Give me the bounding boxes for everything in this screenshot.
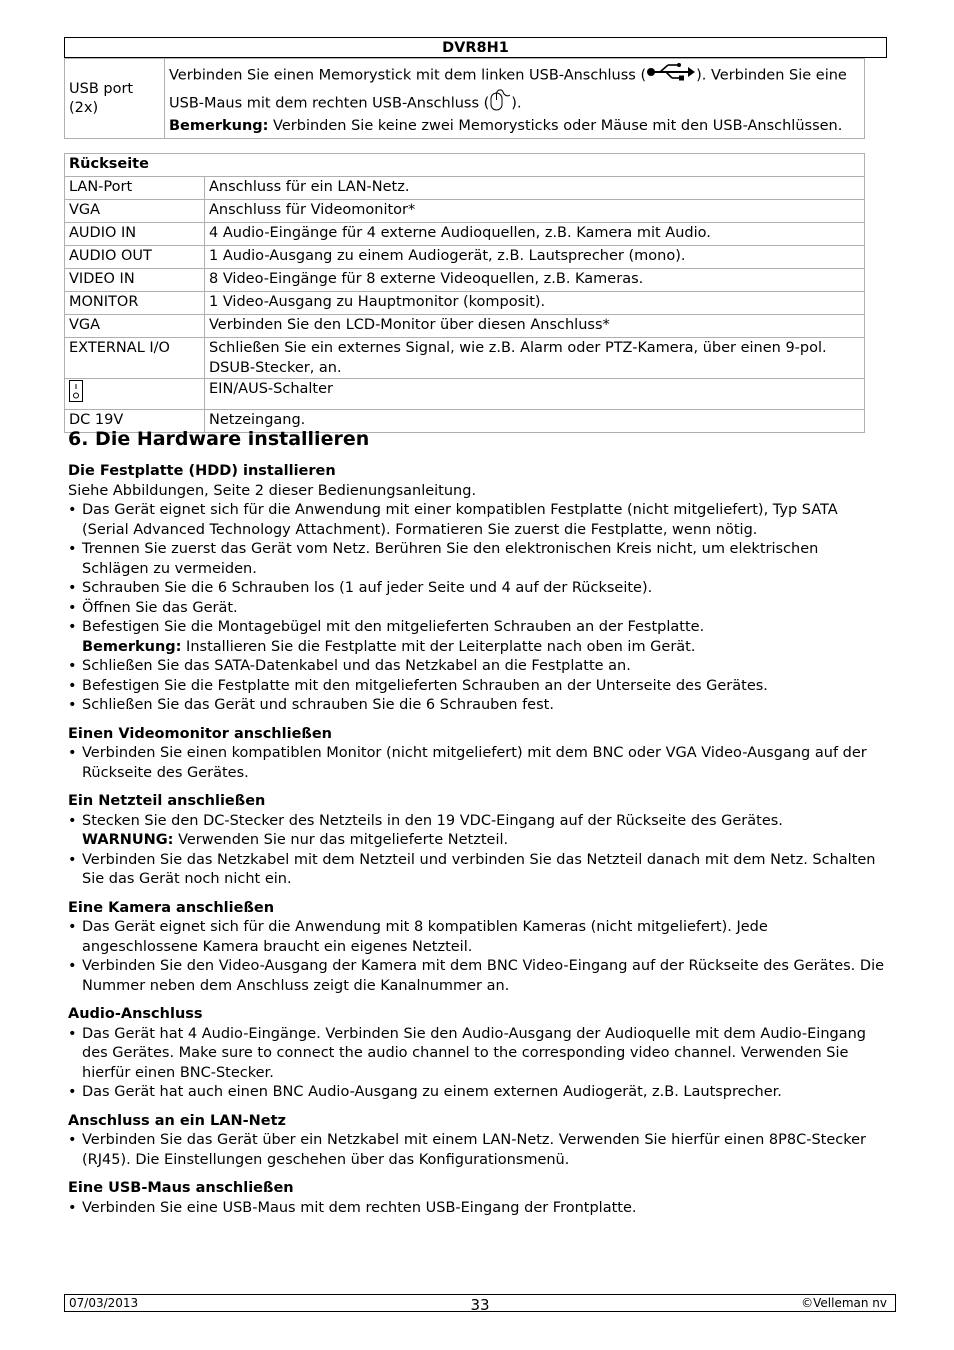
table-row	[65, 59, 865, 139]
list-item: • Schließen Sie das Gerät und schrauben Sie die 6 Schrauben fest.	[68, 696, 886, 716]
rear-panel-table	[64, 153, 865, 433]
table-row	[65, 315, 865, 338]
row-desc: Verbinden Sie den LCD-Monitor über diesen Anschluss*	[205, 315, 865, 338]
table-row	[65, 200, 865, 223]
row-label: VGA	[65, 200, 205, 223]
row-desc: 4 Audio-Eingänge für 4 externe Audioquellen, z.B. Kamera mit Audio.	[205, 223, 865, 246]
warning-text: Verwenden Sie nur das mitgelieferte Netzteil.	[173, 832, 509, 848]
camera-title: Eine Kamera anschließen	[68, 899, 275, 916]
row-desc: EIN/AUS-Schalter	[205, 379, 865, 410]
table-row	[65, 338, 865, 379]
usb-icon	[646, 62, 696, 89]
table-row	[65, 379, 865, 410]
model-title: DVR8H1	[442, 40, 509, 56]
monitor-list	[68, 744, 886, 783]
mouse-icon	[489, 89, 511, 118]
list-item: • Schließen Sie das SATA-Datenkabel und das Netzkabel an die Festplatte an.	[68, 657, 886, 677]
usb-desc-part: ).	[511, 94, 522, 111]
lan-title: Anschluss an ein LAN-Netz	[68, 1112, 286, 1129]
note-text: Verbinden Sie keine zwei Memorysticks oder Mäuse mit den USB-Anschlüssen.	[268, 118, 843, 134]
hdd-list	[68, 501, 886, 716]
camera-section	[68, 899, 886, 997]
row-label: AUDIO IN	[65, 223, 205, 246]
list-item: • Das Gerät eignet sich für die Anwendung mit einer kompatiblen Festplatte (nicht mitgeliefert), Typ SATA (Serial Advanced Technology Attachment). Formatieren Sie zuerst die Festplatte, wenn nötig.	[68, 501, 886, 540]
monitor-section	[68, 725, 886, 784]
audio-section	[68, 1005, 886, 1103]
list-item: • Verbinden Sie das Netzkabel mit dem Netzteil und verbinden Sie das Netzteil danach mit dem Netz. Schalten Sie das Gerät noch nicht ein.	[68, 851, 886, 890]
hdd-title: Die Festplatte (HDD) installieren	[68, 463, 336, 479]
row-desc: Anschluss für ein LAN-Netz.	[205, 177, 865, 200]
list-item: • Das Gerät eignet sich für die Anwendung mit 8 kompatiblen Kameras (nicht mitgeliefert). Jede angeschlossene Kamera braucht ein eigenes Netzteil.	[68, 918, 886, 957]
list-item: • Befestigen Sie die Festplatte mit den mitgelieferten Schrauben an der Unterseite des Gerätes.	[68, 677, 886, 697]
row-label: EXTERNAL I/O	[65, 338, 205, 379]
row-label: AUDIO OUT	[65, 246, 205, 269]
page-footer	[64, 1294, 896, 1312]
audio-list	[68, 1025, 886, 1103]
rear-title: Rückseite	[65, 154, 865, 177]
note-label: Bemerkung:	[82, 638, 182, 655]
lan-section	[68, 1112, 886, 1171]
row-label: MONITOR	[65, 292, 205, 315]
mouse-list	[68, 1199, 886, 1219]
list-text: Stecken Sie den DC-Stecker des Netzteils in den 19 VDC-Eingang auf der Rückseite des Gerätes.	[82, 812, 783, 829]
row-desc: Anschluss für Videomonitor*	[205, 200, 865, 223]
usb-port-desc	[165, 59, 865, 139]
row-desc: 1 Audio-Ausgang zu einem Audiogerät, z.B. Lautsprecher (mono).	[205, 246, 865, 269]
footer-date: 07/03/2013	[69, 1296, 139, 1310]
list-item: • Öffnen Sie das Gerät.	[68, 599, 886, 619]
document-header	[64, 37, 887, 58]
camera-list	[68, 918, 886, 996]
list-item: • Verbinden Sie einen kompatiblen Monitor (nicht mitgeliefert) mit dem BNC oder VGA Video-Ausgang auf der Rückseite des Gerätes.	[68, 744, 886, 783]
list-item: • Verbinden Sie den Video-Ausgang der Kamera mit dem BNC Video-Eingang auf der Rückseite des Gerätes. Die Nummer neben dem Anschluss zeigt die Kanalnummer an.	[68, 957, 886, 996]
table-row	[65, 223, 865, 246]
list-item	[68, 812, 886, 851]
row-label	[65, 379, 205, 410]
power-title: Ein Netzteil anschließen	[68, 793, 266, 809]
row-desc: Netzeingang.	[205, 409, 865, 432]
lan-list	[68, 1131, 886, 1170]
row-label: DC 19V	[65, 409, 205, 432]
hdd-intro: Siehe Abbildungen, Seite 2 dieser Bedienungsanleitung.	[68, 482, 477, 499]
row-desc: 8 Video-Eingänge für 8 externe Videoquellen, z.B. Kameras.	[205, 269, 865, 292]
list-item: • Das Gerät hat auch einen BNC Audio-Ausgang zu einem externen Audiogerät, z.B. Lautsprecher.	[68, 1083, 886, 1103]
list-item: • Das Gerät hat 4 Audio-Eingänge. Verbinden Sie den Audio-Ausgang der Audioquelle mit dem Audio-Eingang des Gerätes. Make sure to connect the audio channel to the corresponding video channel. Verwenden Sie hierfür einen BNC-Stecker.	[68, 1025, 886, 1084]
list-item: • Verbinden Sie das Gerät über ein Netzkabel mit einem LAN-Netz. Verwenden Sie hierfür einen 8P8C-Stecker (RJ45). Die Einstellungen geschehen über das Konfigurationsmenü.	[68, 1131, 886, 1170]
warning-label: WARNUNG:	[82, 832, 174, 848]
table-row	[65, 246, 865, 269]
table-row	[65, 292, 865, 315]
list-item: • Verbinden Sie eine USB-Maus mit dem rechten USB-Eingang der Frontplatte.	[68, 1199, 886, 1219]
usb-desc-part: Verbinden Sie einen Memorystick mit dem linken USB-Anschluss (	[169, 67, 647, 84]
mouse-section	[68, 1179, 886, 1218]
footer-copyright: ©Velleman nv	[801, 1296, 887, 1310]
usb-desc-part: ). Verbinden Sie eine USB-Maus mit dem rechten USB-Anschluss (	[169, 67, 847, 111]
power-switch-icon	[69, 380, 83, 409]
row-label: LAN-Port	[65, 177, 205, 200]
usb-spec-table	[64, 58, 865, 139]
power-section	[68, 792, 886, 890]
row-desc: Schließen Sie ein externes Signal, wie z.B. Alarm oder PTZ-Kamera, über einen 9-pol. DSUB-Stecker, an.	[205, 338, 865, 379]
list-item: • Schrauben Sie die 6 Schrauben los (1 auf jeder Seite und 4 auf der Rückseite).	[68, 579, 886, 599]
hdd-section	[68, 462, 886, 716]
list-text: Befestigen Sie die Montagebügel mit den mitgelieferten Schrauben an der Festplatte.	[82, 619, 705, 635]
main-content	[68, 426, 886, 1227]
audio-title: Audio-Anschluss	[68, 1006, 203, 1022]
row-desc: 1 Video-Ausgang zu Hauptmonitor (komposit).	[205, 292, 865, 315]
table-row	[65, 177, 865, 200]
table-row	[65, 269, 865, 292]
page-number: 33	[470, 1296, 490, 1314]
mouse-title: Eine USB-Maus anschließen	[68, 1180, 294, 1196]
power-list	[68, 812, 886, 890]
table-row	[65, 154, 865, 177]
usb-port-label: USB port (2x)	[65, 59, 165, 139]
section-title: 6. Die Hardware installieren	[68, 428, 370, 450]
row-label: VGA	[65, 315, 205, 338]
list-item	[68, 618, 886, 657]
note-label: Bemerkung:	[169, 118, 269, 134]
monitor-title: Einen Videomonitor anschließen	[68, 725, 332, 742]
row-label: VIDEO IN	[65, 269, 205, 292]
list-item: • Trennen Sie zuerst das Gerät vom Netz. Berühren Sie den elektronischen Kreis nicht, um elektrischen Schlägen zu vermeiden.	[68, 540, 886, 579]
note-text: Installieren Sie die Festplatte mit der Leiterplatte nach oben im Gerät.	[181, 638, 696, 655]
